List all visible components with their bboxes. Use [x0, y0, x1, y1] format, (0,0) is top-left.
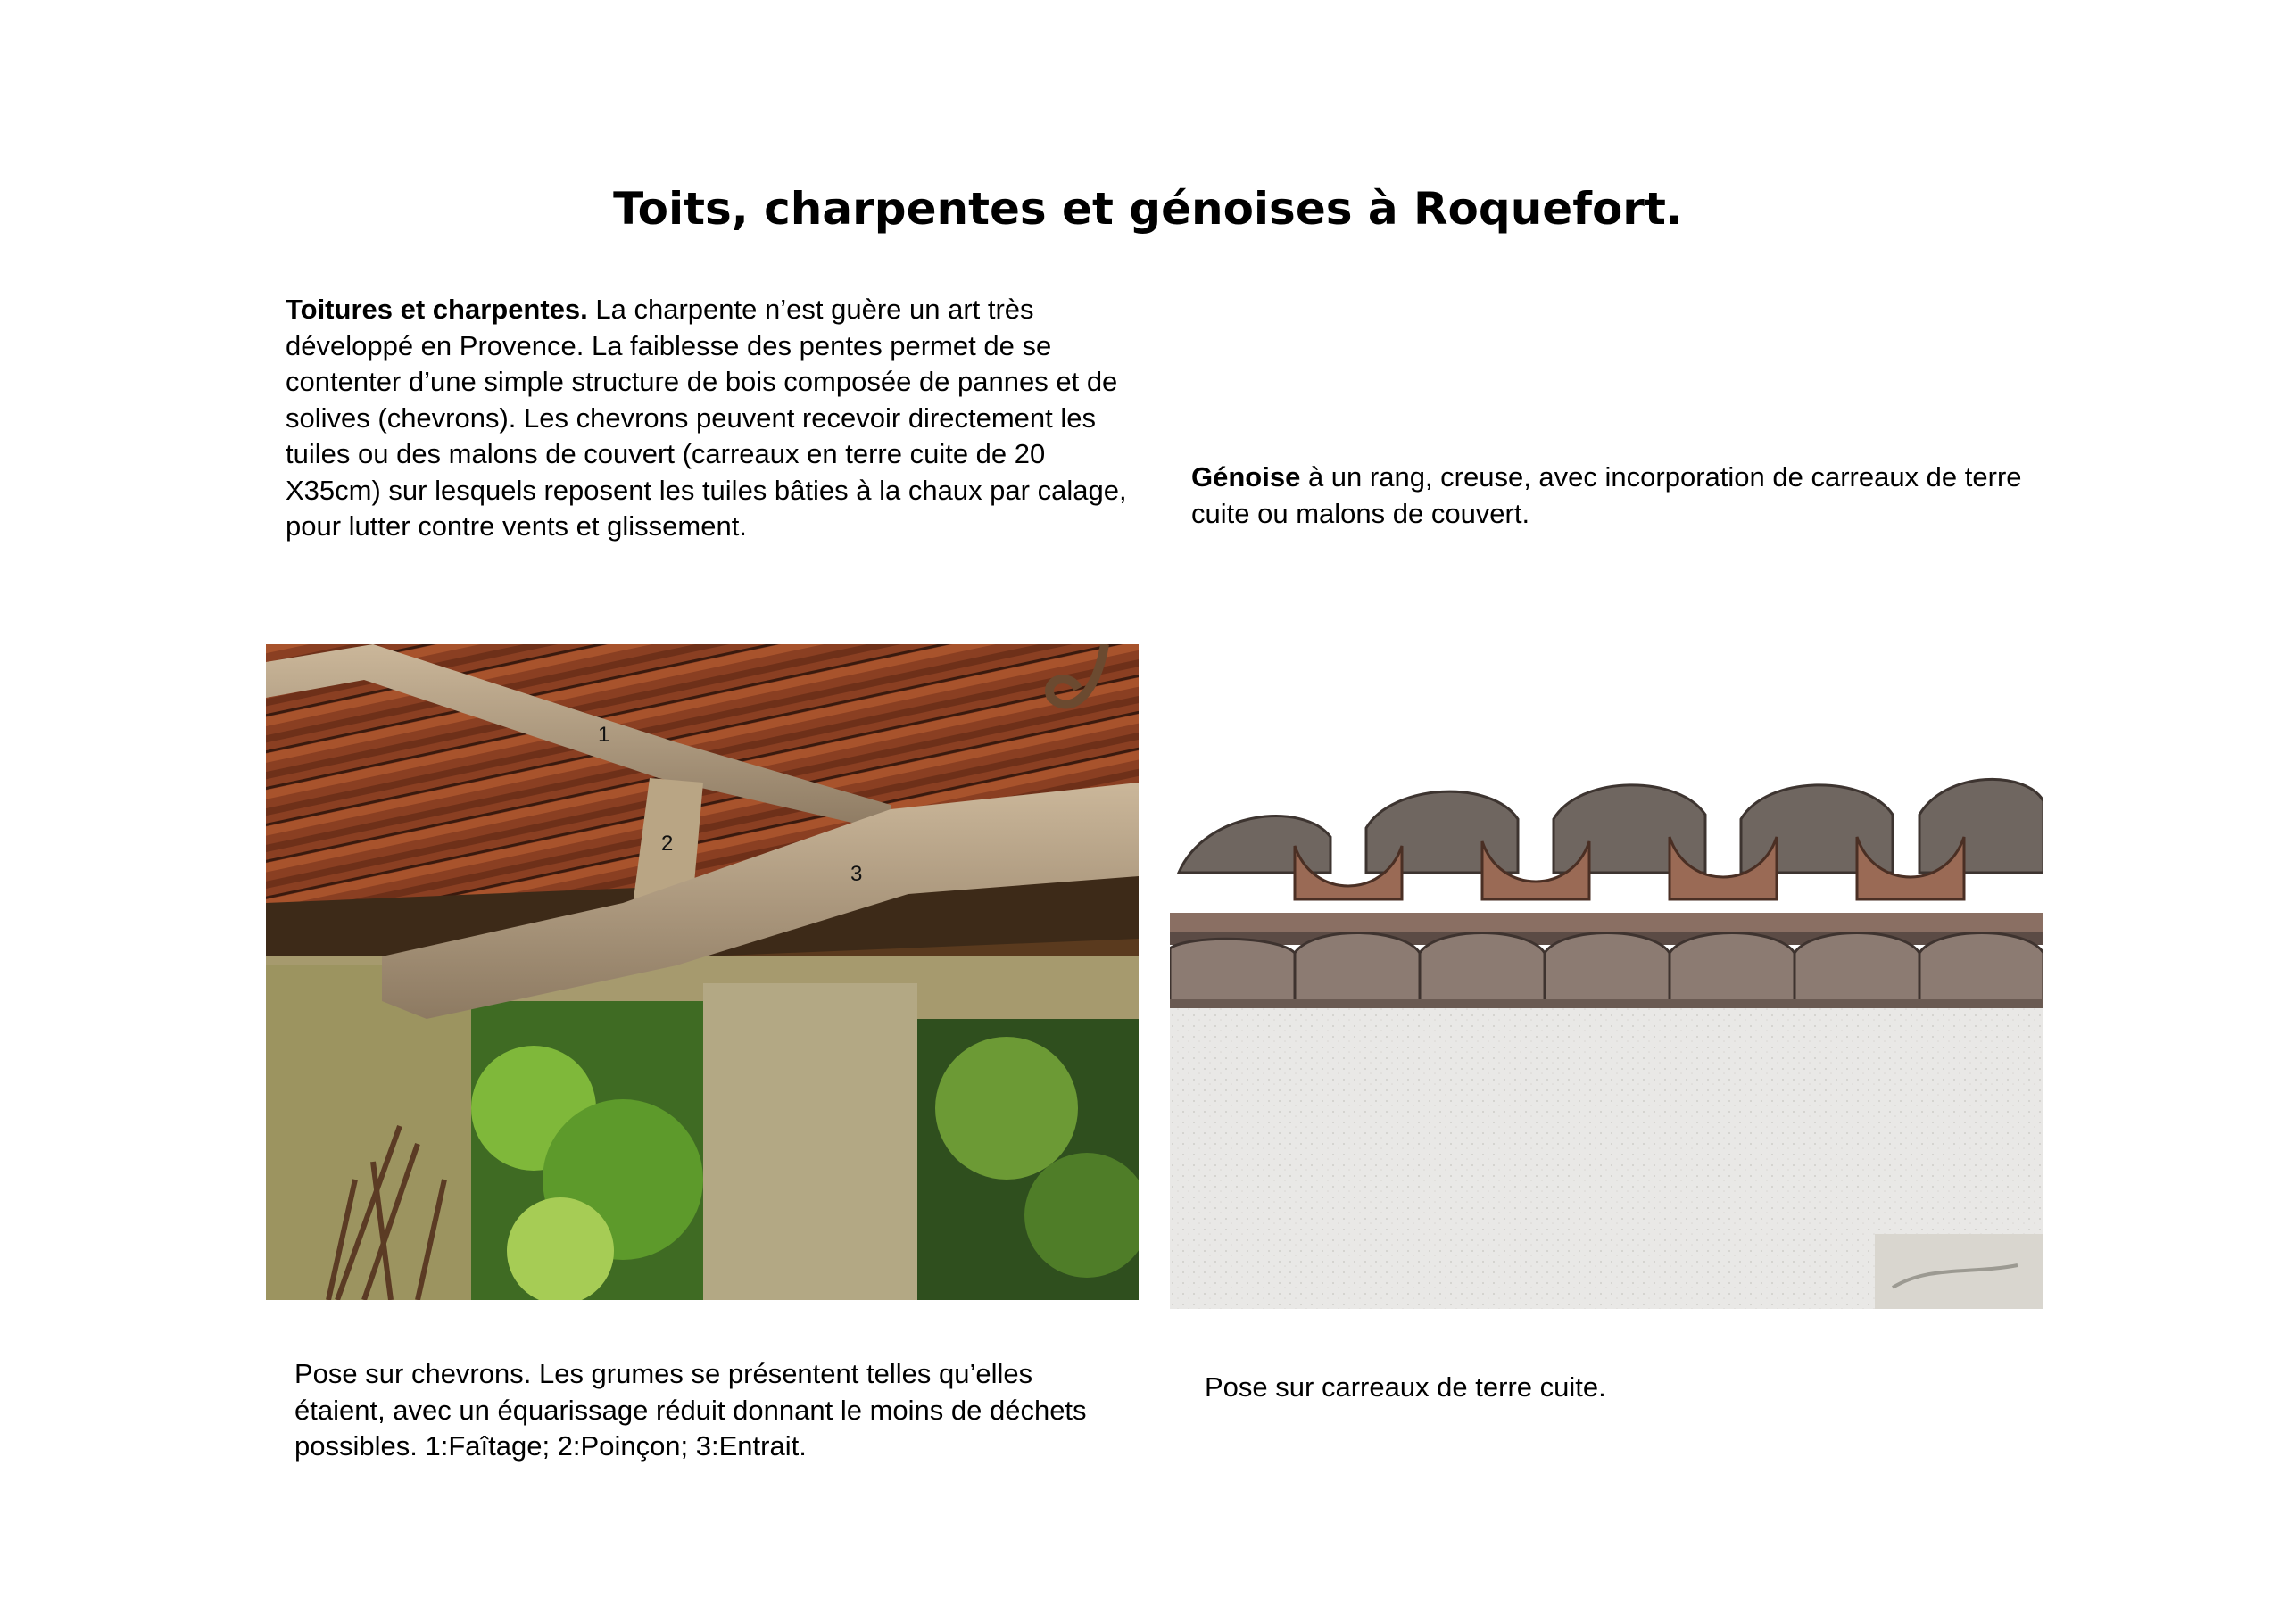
marker-poincon: 2 [661, 832, 674, 856]
charpente-photo [266, 644, 1139, 1300]
marker-faitage: 1 [598, 723, 610, 747]
intro-heading: Toitures et charpentes. [286, 294, 588, 325]
genoise-caption: Pose sur carreaux de terre cuite. [1205, 1371, 1606, 1403]
page-title: Toits, charpentes et génoises à Roquefort. [613, 183, 1683, 235]
genoise-paragraph [1191, 460, 2066, 532]
charpente-caption: Pose sur chevrons. Les grumes se présentent telles qu’elles étaient, avec un équarissage réduit donnant le moins de déchets possibles. 1:Faîtage; 2:Poinçon; 3:Entrait. [294, 1358, 1087, 1462]
marker-entrait: 3 [850, 862, 863, 886]
intro-paragraph [286, 292, 1142, 545]
genoise-text: à un rang, creuse, avec incorporation de carreaux de terre cuite ou malons de couvert. [1191, 461, 2022, 529]
genoise-heading: Génoise [1191, 461, 1301, 493]
genoise-photo [1170, 766, 2043, 1309]
intro-text: La charpente n’est guère un art très développé en Provence. La faiblesse des pentes permet de se contenter d’une simple structure de bois composée de pannes et de solives (chevrons). Les chevrons peuvent recevoir directement les tuiles ou des malons de couvert (carreaux en terre cuite de 20 X35cm) sur lesquels reposent les tuiles bâties à la chaux par calage, pour lutter contre vents et glissement. [286, 294, 1127, 542]
